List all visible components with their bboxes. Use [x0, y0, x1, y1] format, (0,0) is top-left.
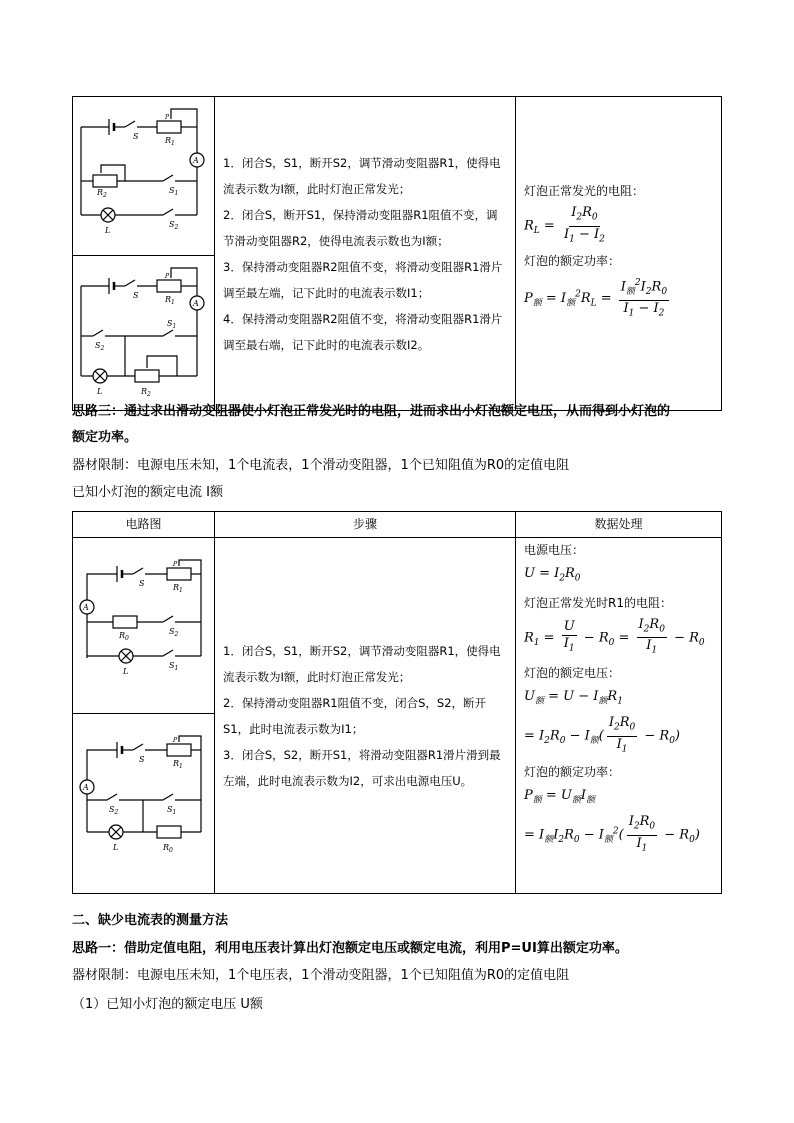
svg-text:R1: $R_1$	[173, 759, 183, 770]
proc-label: 灯泡正常发光时R1的电阻：	[524, 595, 672, 610]
svg-text:S: S	[133, 291, 139, 300]
steps-cell-2	[215, 538, 516, 894]
circuit-diagram-1	[73, 97, 215, 256]
step-3: 3．保持滑动变阻器R2阻值不变，将滑动变阻器R1滑片调至最左端，记下此时的电流表示数I1；	[223, 259, 503, 300]
idea3-limits: 器材限制：电源电压未知，1个电流表，1个滑动变阻器，1个已知阻值为R0的定值电阻	[72, 458, 570, 473]
svg-text:R2: $R_2$	[97, 188, 107, 199]
svg-text:R2: $R_2$	[141, 387, 151, 398]
proc-label: 灯泡的额定电压：	[524, 665, 621, 680]
svg-text:S: S	[139, 755, 145, 764]
circuit-diagram-3	[73, 538, 215, 714]
svg-text:L: L	[105, 226, 111, 235]
formula-u-rated-expanded: = $I_2R_0 - I_额$( $\frac{I_2R_0}{I_1}$ − $R_0$)	[524, 715, 680, 755]
table-1	[72, 96, 722, 411]
processing-cell-1	[516, 97, 722, 411]
svg-text:P: P	[165, 114, 170, 121]
svg-text:A: A	[83, 783, 89, 792]
svg-text:L: L	[97, 387, 103, 396]
svg-text:R1: $R_1$	[165, 295, 175, 306]
header-circuit: 电路图	[73, 512, 215, 538]
formula-power: $P_额 = I_额^2R_L$ = $\frac{I_额^2I_2R_0}{I_1 - I_2}$	[524, 275, 715, 322]
svg-text:S2: $S_2$	[109, 805, 119, 816]
steps-cell-1	[215, 97, 516, 411]
formula-rl: $R_L$ = $\frac{I_2R_0}{I_1 - I_2}$	[524, 205, 605, 245]
section2-limits: 器材限制：电源电压未知，1个电压表，1个滑动变阻器，1个已知阻值为R0的定值电阻	[72, 968, 570, 983]
step-2: 2．闭合S，断开S1，保持滑动变阻器R1阻值不变，调节滑动变阻器R2，使得电流表示数也为I额；	[223, 207, 498, 248]
section2-title: 二、缺少电流表的测量方法	[72, 913, 229, 928]
formula-r1: $R_1$ = $\frac{U}{I_1}$ − $R_0$ = $\frac{I_2R_0}{I_1}$ − $R_0$	[524, 616, 705, 656]
section2-known: （1）已知小灯泡的额定电压 U额	[72, 997, 263, 1012]
svg-text:A: A	[193, 156, 199, 165]
step-1: 1．闭合S，S1，断开S2，调节滑动变阻器R1，使得电流表示数为I额，此时灯泡正常发光；	[223, 643, 501, 684]
circuit-diagram-4	[73, 714, 215, 894]
circuit-diagram-2	[73, 256, 215, 411]
svg-text:S1: $S_1$	[169, 661, 179, 672]
idea3-heading-line2: 额定功率。	[72, 430, 138, 445]
proc-label: 灯泡的额定功率：	[524, 764, 621, 779]
idea3-known: 已知小灯泡的额定电流 I额	[72, 485, 223, 500]
idea3-heading-line1: 思路三：通过求出滑动变阻器使小灯泡正常发光时的电阻，进而求出小灯泡额定电压，从而得到小灯泡的	[72, 404, 671, 419]
svg-text:R0: $R_0$	[119, 631, 129, 642]
formula-p-rated-expanded: = $I_额I_2R_0 - I_额^2$( $\frac{I_2R_0}{I_1}$ − $R_0$)	[524, 814, 700, 854]
svg-text:A: A	[193, 299, 199, 308]
proc-label: 灯泡正常发光的电阻：	[524, 184, 645, 199]
formula-u: $U = I_2R_0$	[524, 566, 581, 584]
step-4: 4．保持滑动变阻器R2阻值不变，将滑动变阻器R1滑片调至最右端，记下此时的电流表示数I2。	[223, 311, 503, 352]
svg-text:S2: $S_2$	[169, 220, 179, 231]
svg-text:S1: $S_1$	[169, 186, 179, 197]
step-1: 1．闭合S，S1，断开S2，调节滑动变阻器R1，使得电流表示数为I额，此时灯泡正常发光；	[223, 155, 501, 196]
svg-text:A: A	[83, 603, 89, 612]
header-steps: 步骤	[215, 512, 516, 538]
svg-text:P: P	[173, 561, 178, 568]
svg-text:P: P	[173, 737, 178, 744]
svg-text:P: P	[165, 273, 170, 280]
header-processing: 数据处理	[516, 512, 722, 538]
svg-text:R0: $R_0$	[163, 843, 173, 854]
proc-label: 电源电压：	[524, 543, 585, 557]
svg-text:S: S	[139, 579, 145, 588]
svg-text:R1: $R_1$	[165, 136, 175, 147]
formula-u-rated: $U_额 = U - I_额R_1$	[524, 688, 623, 707]
processing-cell-2	[516, 538, 722, 894]
table-2	[72, 511, 722, 894]
formula-p-rated: $P_额 = U_额I_额$	[524, 787, 596, 806]
svg-text:L: L	[123, 667, 129, 676]
svg-text:R1: $R_1$	[173, 583, 183, 594]
svg-text:L: L	[113, 843, 119, 852]
step-3: 3．闭合S，S2，断开S1，将滑动变阻器R1滑片滑到最左端，此时电流表示数为I2，可求出电源电压U。	[223, 747, 501, 788]
proc-label: 灯泡的额定功率：	[524, 254, 621, 269]
svg-text:S1: $S_1$	[167, 805, 177, 816]
svg-text:S: S	[133, 132, 139, 141]
step-2: 2．保持滑动变阻器R1阻值不变，闭合S，S2，断开S1，此时电流表示数为I1；	[223, 695, 487, 736]
svg-text:S2: $S_2$	[95, 341, 105, 352]
section2-idea1: 思路一：借助定值电阻，利用电压表计算出灯泡额定电压或额定电流，利用P=UI算出额定功率。	[72, 941, 628, 956]
svg-text:S1: $S_1$	[167, 319, 177, 330]
svg-text:S2: $S_2$	[169, 627, 179, 638]
